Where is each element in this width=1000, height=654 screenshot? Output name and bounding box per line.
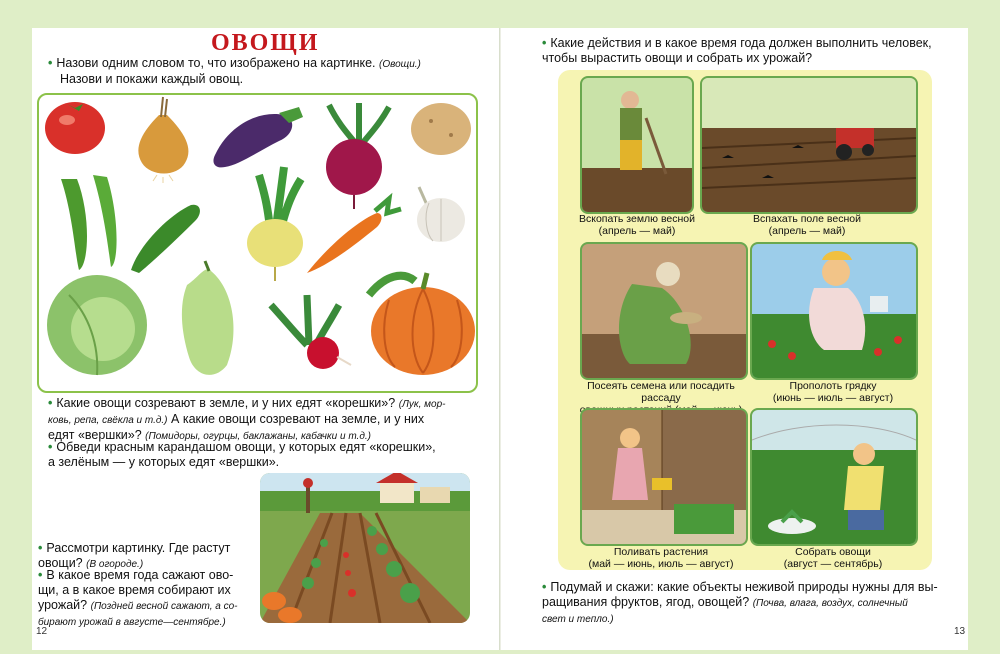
caption-weeding: Прополоть грядку (июнь — июль — август) bbox=[772, 380, 894, 404]
cucumber-icon bbox=[131, 205, 200, 273]
scene-digging bbox=[580, 76, 694, 214]
cabbage-icon bbox=[47, 275, 147, 375]
bullet-icon: • bbox=[48, 396, 53, 410]
vegetables-illustration bbox=[37, 93, 478, 393]
page-number-left: 12 bbox=[36, 626, 48, 637]
scene-sowing bbox=[580, 242, 748, 380]
page-title: ОВОЩИ bbox=[211, 30, 320, 56]
caption-harvest: Собрать овощи (август — сентябрь) bbox=[783, 546, 883, 570]
roots-tops-question: • Какие овощи созревают в земле, и у них едят «корешки»? (Лук, мор- ковь, репа, свёкла и т.д.) А какие овощи созревают на земле, и у них едят «вершки»? (Помидоры, огурцы, баклажаны, кабачки и т.д.) bbox=[48, 396, 446, 442]
potato-icon bbox=[411, 103, 471, 155]
caption-ploughing: Вспахать поле весной (апрель — май) bbox=[753, 213, 861, 237]
page-number-right: 13 bbox=[954, 626, 966, 637]
book-gutter bbox=[499, 28, 501, 650]
pea-pod-icon bbox=[61, 175, 117, 270]
garden-question: • Рассмотри картинку. Где растут овощи? (В огороде.) bbox=[38, 541, 231, 570]
bullet-icon: • bbox=[48, 56, 53, 70]
beet-icon bbox=[326, 103, 389, 209]
nature-question: • Подумай и скажи: какие объекты неживой природы нужны для вы- ращивания фруктов, ягод, овощей? (Почва, влага, воздух, солнечный свет и тепло.) bbox=[542, 580, 938, 625]
bullet-icon: • bbox=[542, 580, 547, 594]
season-question: • В какое время года сажают ово- щи, а в какое время собирают их урожай? (Поздней весной сажают, а со- бирают урожай в августе—сентябре.) bbox=[38, 568, 238, 628]
onion-icon bbox=[138, 97, 188, 183]
bullet-icon: • bbox=[542, 36, 547, 50]
scene-watering bbox=[580, 408, 748, 546]
tomato-icon bbox=[45, 102, 105, 154]
actions-question: • Какие действия и в какое время года должен выполнить человек, чтобы вырастить овощи и собрать их урожай? bbox=[542, 36, 932, 65]
eggplant-icon bbox=[213, 107, 303, 167]
bullet-icon: • bbox=[38, 568, 43, 582]
color-task: • Обведи красным карандашом овощи, у которых едят «корешки», а зелёным — у которых едят «вершки». bbox=[48, 440, 436, 469]
scene-weeding bbox=[750, 242, 918, 380]
zucchini-icon bbox=[182, 261, 234, 375]
caption-digging: Вскопать землю весной (апрель — май) bbox=[578, 213, 696, 237]
scene-ploughing bbox=[700, 76, 918, 214]
carrot-icon bbox=[307, 199, 401, 273]
caption-watering: Поливать растения (май — июнь, июль — август) bbox=[588, 546, 734, 570]
caption-sowing: Посеять семена или посадить рассаду bbox=[587, 380, 735, 404]
turnip-icon bbox=[247, 167, 303, 281]
radish-icon bbox=[271, 295, 351, 369]
scene-harvest bbox=[750, 408, 918, 546]
pumpkin-icon bbox=[369, 273, 475, 375]
bullet-icon: • bbox=[48, 440, 53, 454]
intro-question: • Назови одним словом то, что изображено на картинке. (Овощи.) Назови и покажи каждый овощ. bbox=[48, 56, 421, 86]
garlic-icon bbox=[417, 187, 465, 242]
bullet-icon: • bbox=[38, 541, 43, 555]
garden-illustration bbox=[260, 473, 470, 623]
